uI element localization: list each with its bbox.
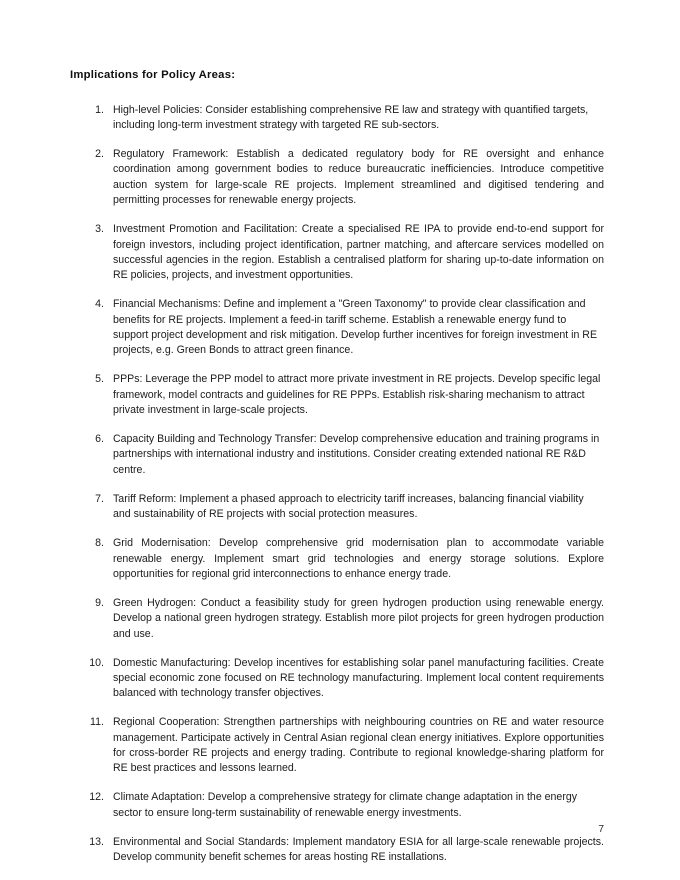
list-item-text: Financial Mechanisms: Define and implement a "Green Taxonomy" to provide clear classification and benefits for RE projects. Implement a feed-in tariff scheme. Establish a renewable energy fund to support project development and risk mitigation. Develop further incentives for foreign investment in RE projects, e.g. Green Bonds to attract green finance. (113, 298, 600, 357)
list-item (70, 656, 607, 702)
list-item (70, 790, 604, 821)
list-item (70, 222, 607, 284)
list-item (70, 492, 604, 523)
list-item-marker: 3. (95, 223, 104, 236)
list-item (70, 297, 604, 359)
list-item-text: Tariff Reform: Implement a phased approach to electricity tariff increases, balancing financial viability and sustainability of RE projects with social protection measures. (113, 492, 587, 521)
list-item-text: Regulatory Framework: Establish a dedicated regulatory body for RE oversight and enhance coordination among government bodies to reduce bureaucratic inefficiencies. Introduce competitive auction system for large-scale RE projects. Implement streamlined and digitised tendering and permitting processes for renewable energy projects. (113, 147, 607, 207)
list-item (70, 835, 607, 866)
list-item-marker: 13. (89, 835, 104, 848)
policy-areas-list (70, 103, 607, 866)
list-item (70, 147, 607, 209)
list-item-marker: 7. (95, 492, 104, 505)
list-item-marker: 9. (95, 596, 104, 609)
page-content (70, 68, 607, 866)
list-item-marker: 5. (95, 373, 104, 386)
list-item-marker: 2. (95, 147, 104, 160)
page-number: 7 (598, 824, 604, 835)
list-item-marker: 11. (90, 716, 104, 729)
list-item-text: PPPs: Leverage the PPP model to attract more private investment in RE projects. Develop specific legal framework, model contracts and guidelines for RE PPPs. Establish risk-sharing mechanism to attract private investment in large-scale projects. (113, 373, 604, 417)
list-item (70, 432, 604, 478)
list-item-text: Domestic Manufacturing: Develop incentives for establishing solar panel manufacturing facilities. Create special economic zone focused on RE technology manufacturing. Implement local content requirements balanced with technology transfer objectives. (113, 656, 607, 700)
list-item-text: High-level Policies: Consider establishing comprehensive RE law and strategy with quantified targets, including long-term investment strategy with targeted RE sub-sectors. (113, 103, 592, 132)
list-item-text: Green Hydrogen: Conduct a feasibility study for green hydrogen production using renewable energy. Develop a national green hydrogen strategy. Establish more pilot projects for green hydrogen production and use. (113, 596, 607, 640)
list-item-marker: 8. (95, 537, 104, 550)
list-item (70, 596, 607, 642)
list-item-marker: 1. (95, 103, 104, 116)
list-item-text: Environmental and Social Standards: Implement mandatory ESIA for all large-scale renewable projects. Develop community benefit schemes for areas hosting RE installations. (113, 835, 607, 864)
list-item-text: Capacity Building and Technology Transfer: Develop comprehensive education and training programs in partnerships with international industry and institutions. Consider creating extended national RE R&D centre. (113, 433, 603, 476)
list-item-marker: 12. (89, 791, 104, 804)
list-item-text: Grid Modernisation: Develop comprehensive grid modernisation plan to accommodate variable renewable energy. Implement smart grid technologies and energy storage solutions. Explore opportunities for regional grid interconnections to enhance energy trade. (113, 537, 607, 580)
list-item-marker: 4. (95, 298, 104, 311)
list-item-text: Climate Adaptation: Develop a comprehensive strategy for climate change adaptation in the energy sector to ensure long-term sustainability of renewable energy investments. (113, 791, 580, 819)
list-item-marker: 10. (89, 656, 104, 669)
page-title: Implications for Policy Areas: (70, 69, 236, 81)
list-item-text: Regional Cooperation: Strengthen partnerships with neighbouring countries on RE and water resource management. Participate actively in Central Asian regional clean energy initiatives. Explore opportunities for cross-border RE projects and energy trading. Contribute to regional knowledge-sharing platform for RE best practices and lessons learned. (113, 716, 607, 775)
list-item (70, 536, 607, 582)
list-item-text: Investment Promotion and Facilitation: Create a specialised RE IPA to provide end-to-end support for foreign investors, including project identification, partner matching, and aftercare services modelled on successful agencies in the region. Establish a centralised platform for sharing up-to-date information on RE policies, projects, and investment opportunities. (113, 223, 607, 282)
list-item (70, 372, 604, 418)
list-item (70, 103, 604, 134)
list-item-marker: 6. (95, 433, 104, 446)
list-item (70, 715, 607, 777)
